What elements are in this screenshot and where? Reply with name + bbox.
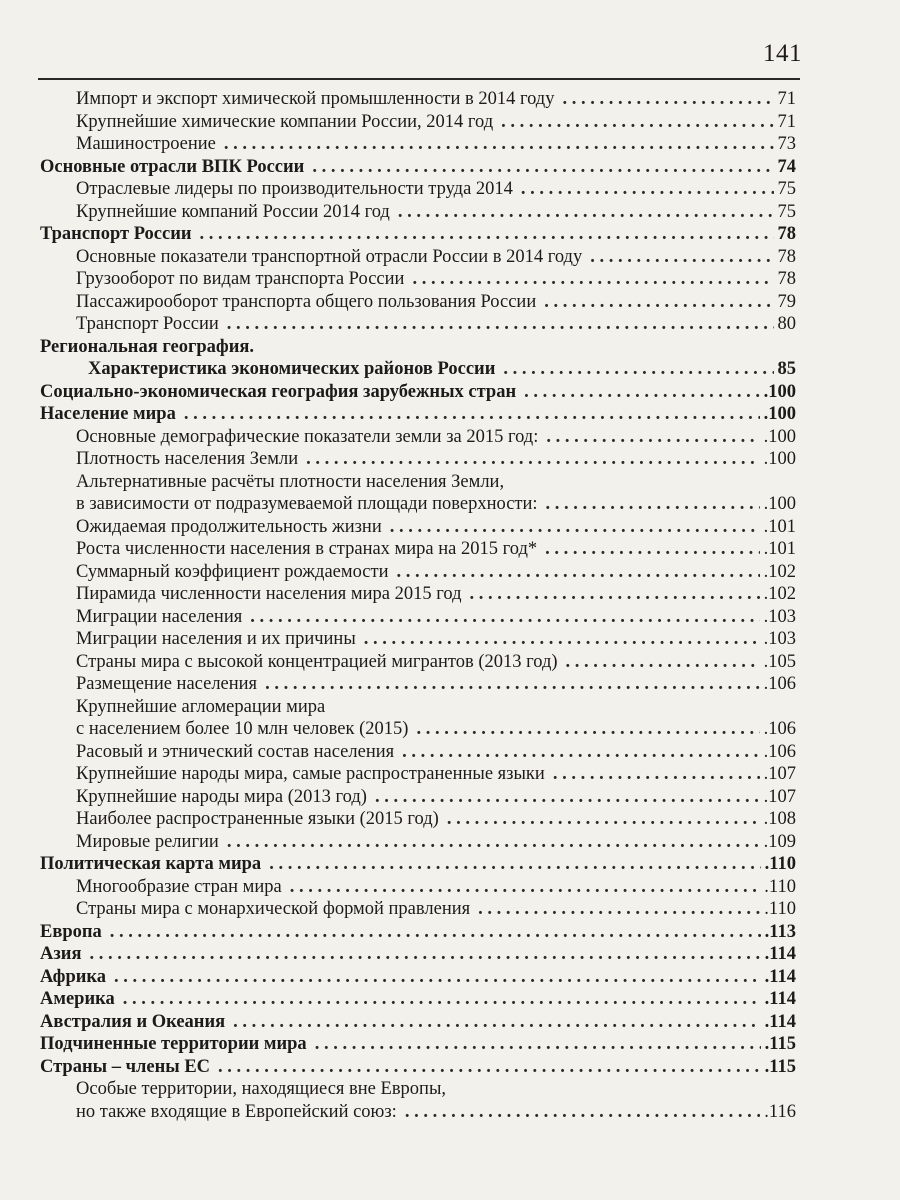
toc-entry[interactable]	[40, 201, 796, 224]
toc-entry-line	[40, 966, 796, 989]
toc-entry-page: 78	[777, 246, 796, 267]
toc-entry-title-line1: Особые территории, находящиеся вне Европы,	[76, 1079, 447, 1099]
toc-entry-page: .110	[764, 899, 796, 919]
toc-leader-dots	[110, 921, 761, 944]
toc-leader-dots	[306, 448, 760, 471]
toc-leader-dots	[227, 313, 774, 336]
toc-entry-line	[40, 1056, 796, 1079]
toc-leader-dots	[416, 718, 759, 741]
toc-entry-title: Миграции населения и их причины	[76, 629, 356, 649]
toc-entry[interactable]	[40, 336, 796, 381]
toc-entry-page: .106	[763, 674, 796, 694]
toc-entry-page: .106	[763, 719, 796, 739]
toc-leader-dots	[566, 651, 760, 674]
toc-entry-title-line1: Крупнейшие агломерации мира	[76, 696, 326, 717]
toc-entry[interactable]	[40, 156, 796, 179]
toc-entry-title-line1: Региональная география.	[40, 336, 255, 357]
toc-entry-page: 78	[777, 224, 796, 244]
toc-entry-page: .113	[764, 921, 796, 942]
toc-entry-title: с населением более 10 млн человек (2015)	[76, 719, 409, 739]
toc-entry-line	[76, 448, 796, 471]
toc-entry-page: .100	[763, 449, 796, 469]
toc-entry[interactable]	[40, 831, 796, 854]
toc-entry-line	[76, 718, 796, 741]
toc-entry-line	[40, 943, 796, 966]
toc-entry-page: .101	[763, 539, 796, 559]
toc-entry[interactable]	[40, 1011, 796, 1034]
toc-entry-line	[76, 673, 796, 696]
toc-entry-page: .101	[763, 516, 796, 537]
header-rule	[38, 78, 800, 80]
toc-entry-line	[76, 808, 796, 831]
toc-entry-title: Импорт и экспорт химической промышленности в 2014 году	[76, 89, 555, 109]
toc-entry[interactable]	[40, 966, 796, 989]
toc-entry-title: Пассажирооборот транспорта общего пользования России	[76, 291, 537, 312]
toc-entry[interactable]	[40, 246, 796, 269]
toc-entry-title: Машиностроение	[76, 134, 216, 154]
toc-entry-page: 71	[777, 111, 796, 132]
toc-leader-dots	[312, 156, 773, 179]
toc-entry[interactable]	[40, 268, 796, 291]
toc-entry-page: .107	[763, 764, 796, 784]
toc-entry-line	[76, 426, 796, 449]
toc-entry-title: Крупнейшие народы мира, самые распространенные языки	[76, 764, 545, 784]
toc-entry-title: Социально-экономическая география зарубежных стран	[40, 381, 517, 402]
toc-entry-page: .114	[764, 966, 796, 987]
toc-entry-line	[40, 156, 796, 179]
toc-entry-title: Крупнейшие народы мира (2013 год)	[76, 786, 367, 807]
toc-entry-line	[76, 786, 796, 809]
toc-entry-page: .114	[764, 944, 796, 964]
toc-entry-page: .103	[763, 629, 796, 649]
toc-entry[interactable]	[40, 741, 796, 764]
toc-entry-title: Азия	[40, 944, 82, 964]
toc-leader-dots	[546, 426, 759, 449]
toc-entry[interactable]	[40, 988, 796, 1011]
toc-entry-page: 71	[777, 89, 796, 109]
toc-entry[interactable]	[40, 1033, 796, 1056]
toc-entry-title: Основные отрасли ВПК России	[40, 156, 305, 177]
toc-entry-line	[40, 988, 796, 1011]
toc-entry[interactable]	[40, 178, 796, 201]
toc-entry-page: 85	[777, 359, 796, 379]
toc-entry-line	[76, 111, 796, 134]
toc-leader-dots	[562, 88, 773, 111]
toc-entry-line	[76, 651, 796, 674]
toc-entry-title: Население мира	[40, 404, 176, 424]
toc-entry-title: Роста численности населения в странах мира на 2015 год*	[76, 539, 538, 559]
toc-entry-title: Политическая карта мира	[40, 854, 262, 874]
toc-entry-page: .115	[764, 1056, 796, 1077]
toc-entry-title: Мировые религии	[76, 831, 219, 852]
toc-entry-line	[40, 921, 796, 944]
toc-entry-line	[76, 741, 796, 764]
toc-entry[interactable]	[40, 111, 796, 134]
toc-entry-line	[76, 876, 796, 899]
toc-entry[interactable]	[40, 943, 796, 966]
toc-leader-dots	[501, 111, 773, 134]
toc-entry-line	[40, 853, 796, 876]
toc-entry-title: Отраслевые лидеры по производительности труда 2014	[76, 179, 513, 199]
toc-entry-page: .108	[763, 809, 796, 829]
toc-leader-dots	[398, 201, 774, 224]
toc-entry-page: .100	[763, 404, 796, 424]
toc-leader-dots	[546, 493, 760, 516]
toc-leader-dots	[200, 223, 774, 246]
toc-entry-title: Основные показатели транспортной отрасли России в 2014 году	[76, 246, 583, 267]
toc-leader-dots	[544, 291, 773, 314]
toc-entry-line	[76, 133, 796, 156]
toc-entry-title: Многообразие стран мира	[76, 876, 282, 897]
toc-entry-line	[76, 246, 796, 269]
toc-entry-title: Суммарный коэффициент рождаемости	[76, 561, 389, 582]
toc-leader-dots	[553, 763, 760, 786]
toc-entry[interactable]	[40, 606, 796, 629]
toc-entry-page: 75	[777, 201, 796, 222]
page-number: 141	[763, 40, 802, 67]
toc-entry-title: Страны мира с высокой концентрацией мигрантов (2013 год)	[76, 651, 558, 672]
toc-leader-dots	[545, 538, 760, 561]
toc-entry-title: Основные демографические показатели земли за 2015 год:	[76, 426, 539, 447]
toc-entry[interactable]	[40, 223, 796, 246]
toc-entry-page: 75	[777, 179, 796, 199]
toc-entry[interactable]	[40, 853, 796, 876]
toc-entry[interactable]	[40, 133, 796, 156]
toc-entry-page: 78	[777, 269, 796, 289]
toc-entry-page: .107	[763, 786, 796, 807]
toc-leader-dots	[290, 876, 761, 899]
toc-leader-dots	[521, 178, 774, 201]
toc-entry[interactable]	[40, 583, 796, 606]
toc-entry-page: .100	[763, 381, 796, 402]
toc-entry-title: Ожидаемая продолжительность жизни	[76, 516, 382, 537]
toc-entry[interactable]	[40, 921, 796, 944]
toc-entry-title: Миграции населения	[76, 606, 243, 627]
toc-entry[interactable]	[40, 88, 796, 111]
toc-leader-dots	[375, 786, 760, 809]
toc-entry-title: в зависимости от подразумеваемой площади поверхности:	[76, 494, 538, 514]
toc-entry[interactable]	[40, 471, 796, 516]
toc-leader-dots	[184, 403, 760, 426]
toc-leader-dots	[315, 1033, 761, 1056]
toc-entry[interactable]	[40, 1056, 796, 1079]
toc-entry[interactable]	[40, 448, 796, 471]
toc-leader-dots	[402, 741, 759, 764]
toc-entry[interactable]	[40, 426, 796, 449]
toc-leader-dots	[218, 1056, 761, 1079]
toc-entry[interactable]	[40, 673, 796, 696]
toc-leader-dots	[123, 988, 761, 1011]
toc-leader-dots	[503, 358, 773, 381]
toc-entry-title: Европа	[40, 921, 102, 942]
toc-entry[interactable]	[40, 381, 796, 404]
toc-entry[interactable]	[40, 808, 796, 831]
toc-entry-title: Транспорт России	[76, 314, 219, 334]
toc-entry-line	[76, 268, 796, 291]
toc-leader-dots	[89, 943, 760, 966]
toc-entry-line	[76, 291, 796, 314]
toc-entry[interactable]	[40, 313, 796, 336]
toc-entry-page: .115	[764, 1034, 796, 1054]
toc-entry-line	[76, 201, 796, 224]
toc-entry-line	[76, 313, 796, 336]
toc-entry-line	[76, 606, 796, 629]
toc-entry-page: .109	[763, 831, 796, 852]
table-of-contents	[40, 88, 796, 1123]
toc-entry-page: .102	[763, 584, 796, 604]
toc-entry-title: Плотность населения Земли	[76, 449, 299, 469]
toc-entry-page: 79	[777, 291, 796, 312]
toc-entry-page: .110	[764, 854, 796, 874]
toc-entry[interactable]	[40, 538, 796, 561]
toc-entry-title: Пирамида численности населения мира 2015 год	[76, 584, 462, 604]
toc-entry-line	[76, 178, 796, 201]
toc-entry-page: .102	[763, 561, 796, 582]
toc-leader-dots	[447, 808, 760, 831]
toc-entry[interactable]	[40, 898, 796, 921]
toc-entry-line	[76, 493, 796, 516]
toc-leader-dots	[390, 516, 760, 539]
toc-entry[interactable]	[40, 628, 796, 651]
toc-entry-line	[76, 763, 796, 786]
toc-entry-title: Подчиненные территории мира	[40, 1034, 307, 1054]
toc-leader-dots	[224, 133, 774, 156]
toc-entry-page: 80	[777, 314, 796, 334]
toc-entry-line	[76, 831, 796, 854]
toc-leader-dots	[397, 561, 760, 584]
toc-entry-page: 74	[777, 156, 796, 177]
toc-leader-dots	[478, 898, 760, 921]
toc-entry-title: Австралия и Океания	[40, 1011, 226, 1032]
toc-leader-dots	[265, 673, 760, 696]
toc-entry[interactable]	[40, 291, 796, 314]
toc-entry-line	[76, 1101, 796, 1124]
toc-entry-title: Америка	[40, 989, 115, 1009]
toc-entry-line	[76, 583, 796, 606]
toc-entry-page: .105	[763, 651, 796, 672]
toc-entry-line	[40, 1011, 796, 1034]
toc-entry[interactable]	[40, 876, 796, 899]
toc-leader-dots	[114, 966, 761, 989]
toc-entry[interactable]	[40, 696, 796, 741]
toc-entry-page: .114	[764, 1011, 796, 1032]
toc-entry[interactable]	[40, 763, 796, 786]
toc-leader-dots	[405, 1101, 760, 1124]
toc-entry-line	[40, 1033, 796, 1056]
toc-entry-page: 73	[777, 134, 796, 154]
toc-entry-title-line1: Альтернативные расчёты плотности населения Земли,	[76, 471, 505, 492]
toc-leader-dots	[233, 1011, 761, 1034]
toc-entry-title: Африка	[40, 966, 107, 987]
toc-entry-line	[40, 223, 796, 246]
toc-entry-page: .100	[763, 426, 796, 447]
toc-entry-title: Грузооборот по видам транспорта России	[76, 269, 405, 289]
toc-leader-dots	[269, 853, 760, 876]
toc-entry-line	[76, 561, 796, 584]
toc-entry-line	[40, 381, 796, 404]
toc-entry-title: Характеристика экономических районов России	[88, 359, 496, 379]
toc-entry-line	[76, 898, 796, 921]
toc-entry-page: .110	[764, 876, 796, 897]
toc-leader-dots	[524, 381, 760, 404]
toc-entry[interactable]	[40, 561, 796, 584]
toc-entry-title: Наиболее распространенные языки (2015 год)	[76, 809, 439, 829]
toc-entry-line	[40, 358, 796, 381]
toc-entry-title: Расовый и этнический состав населения	[76, 741, 395, 762]
toc-leader-dots	[412, 268, 773, 291]
toc-entry-page: .106	[763, 741, 796, 762]
toc-leader-dots	[227, 831, 760, 854]
toc-entry-line	[40, 403, 796, 426]
toc-entry[interactable]	[40, 786, 796, 809]
toc-entry[interactable]	[40, 1078, 796, 1123]
toc-entry-page: .114	[764, 989, 796, 1009]
toc-entry-title: Крупнейшие компаний России 2014 год	[76, 201, 390, 222]
toc-entry-line	[76, 88, 796, 111]
toc-entry[interactable]	[40, 403, 796, 426]
toc-leader-dots	[469, 583, 759, 606]
toc-entry-line	[76, 516, 796, 539]
toc-entry-title: Страны – члены ЕС	[40, 1056, 211, 1077]
toc-leader-dots	[364, 628, 760, 651]
toc-entry-page: .116	[764, 1101, 796, 1122]
toc-entry-page: .100	[763, 494, 796, 514]
toc-entry-title: Размещение населения	[76, 674, 258, 694]
toc-entry[interactable]	[40, 516, 796, 539]
toc-entry-title: Крупнейшие химические компании России, 2014 год	[76, 111, 494, 132]
toc-leader-dots	[590, 246, 773, 269]
toc-entry-title: Транспорт России	[40, 224, 192, 244]
toc-entry-line	[76, 538, 796, 561]
toc-entry-title: но также входящие в Европейский союз:	[76, 1101, 397, 1122]
toc-leader-dots	[250, 606, 759, 629]
toc-entry-page: .103	[763, 606, 796, 627]
toc-entry-line	[76, 628, 796, 651]
toc-entry-title: Страны мира с монархической формой правления	[76, 899, 471, 919]
toc-entry[interactable]	[40, 651, 796, 674]
